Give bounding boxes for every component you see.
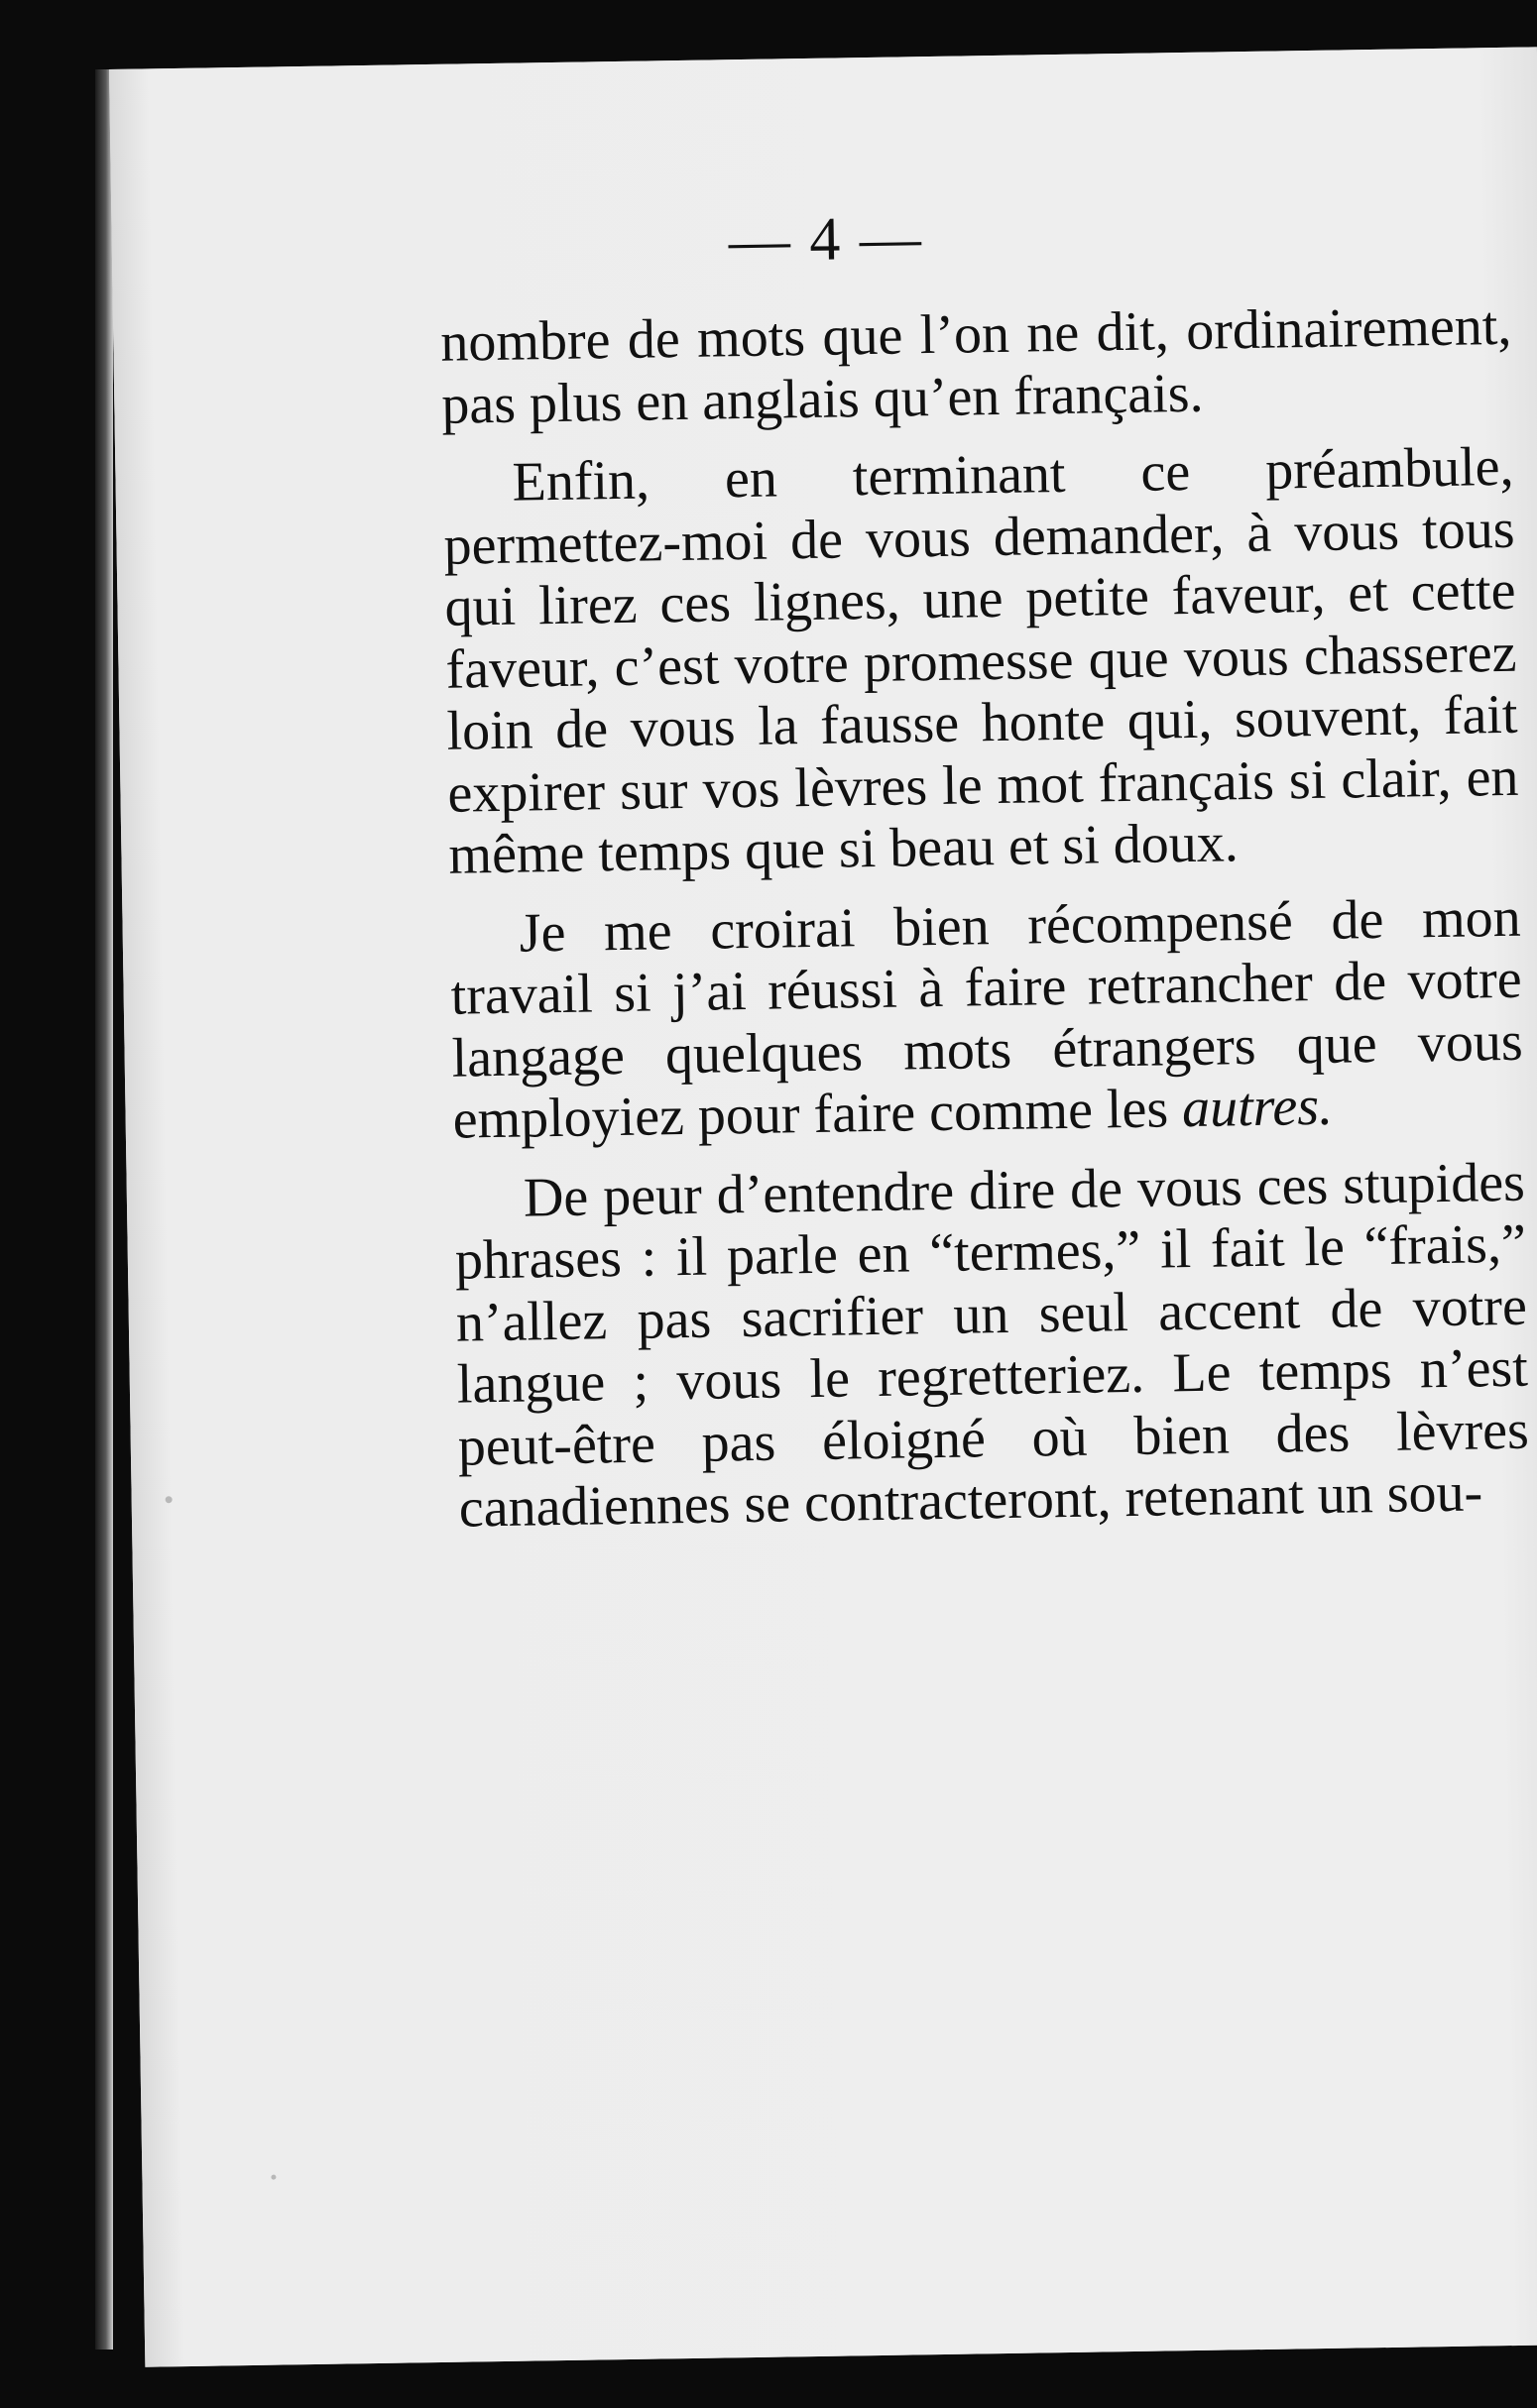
paragraph-continuation: nombre de mots que l’on ne dit, ordinairement, pas plus en anglais qu’en français. (439, 294, 1512, 436)
dust-speck (271, 2175, 276, 2180)
page-number: — 4 — (728, 204, 924, 276)
paragraph-preambule: Enfin, en terminant ce préambule, permettez-moi de vous demander, à vous tous qui lirez ces lignes, une petite faveur, et cette faveur, c’est votre promesse que vous chasserez loin de vous la fausse honte qui, souvent, fait expirer sur vos lèvres le mot français si clair, en même temps que si beau et si doux. (443, 435, 1519, 886)
book-page (109, 47, 1537, 2366)
dust-speck (166, 1496, 173, 1503)
scan-border (95, 69, 113, 2350)
paragraph-recompense (449, 886, 1524, 1151)
paragraph-recompense-text: Je me croirai bien récompensé de mon travail si j’ai réussi à faire retrancher de votre langage quelques mots étrangers que vous employiez pour faire comme les (450, 886, 1524, 1151)
body-text (440, 295, 1531, 1556)
italic-word: autres. (1181, 1075, 1334, 1140)
paragraph-peur: De peur d’entendre dire de vous ces stupides phrases : il parle en “termes,” il fait le “frais,” n’allez pas sacrifier un seul accent de votre langue ; vous le regretteriez. Le temps n’est peut-être pas éloigné où bien des lèvres canadiennes se contracteront, retenant un sou- (454, 1151, 1530, 1540)
